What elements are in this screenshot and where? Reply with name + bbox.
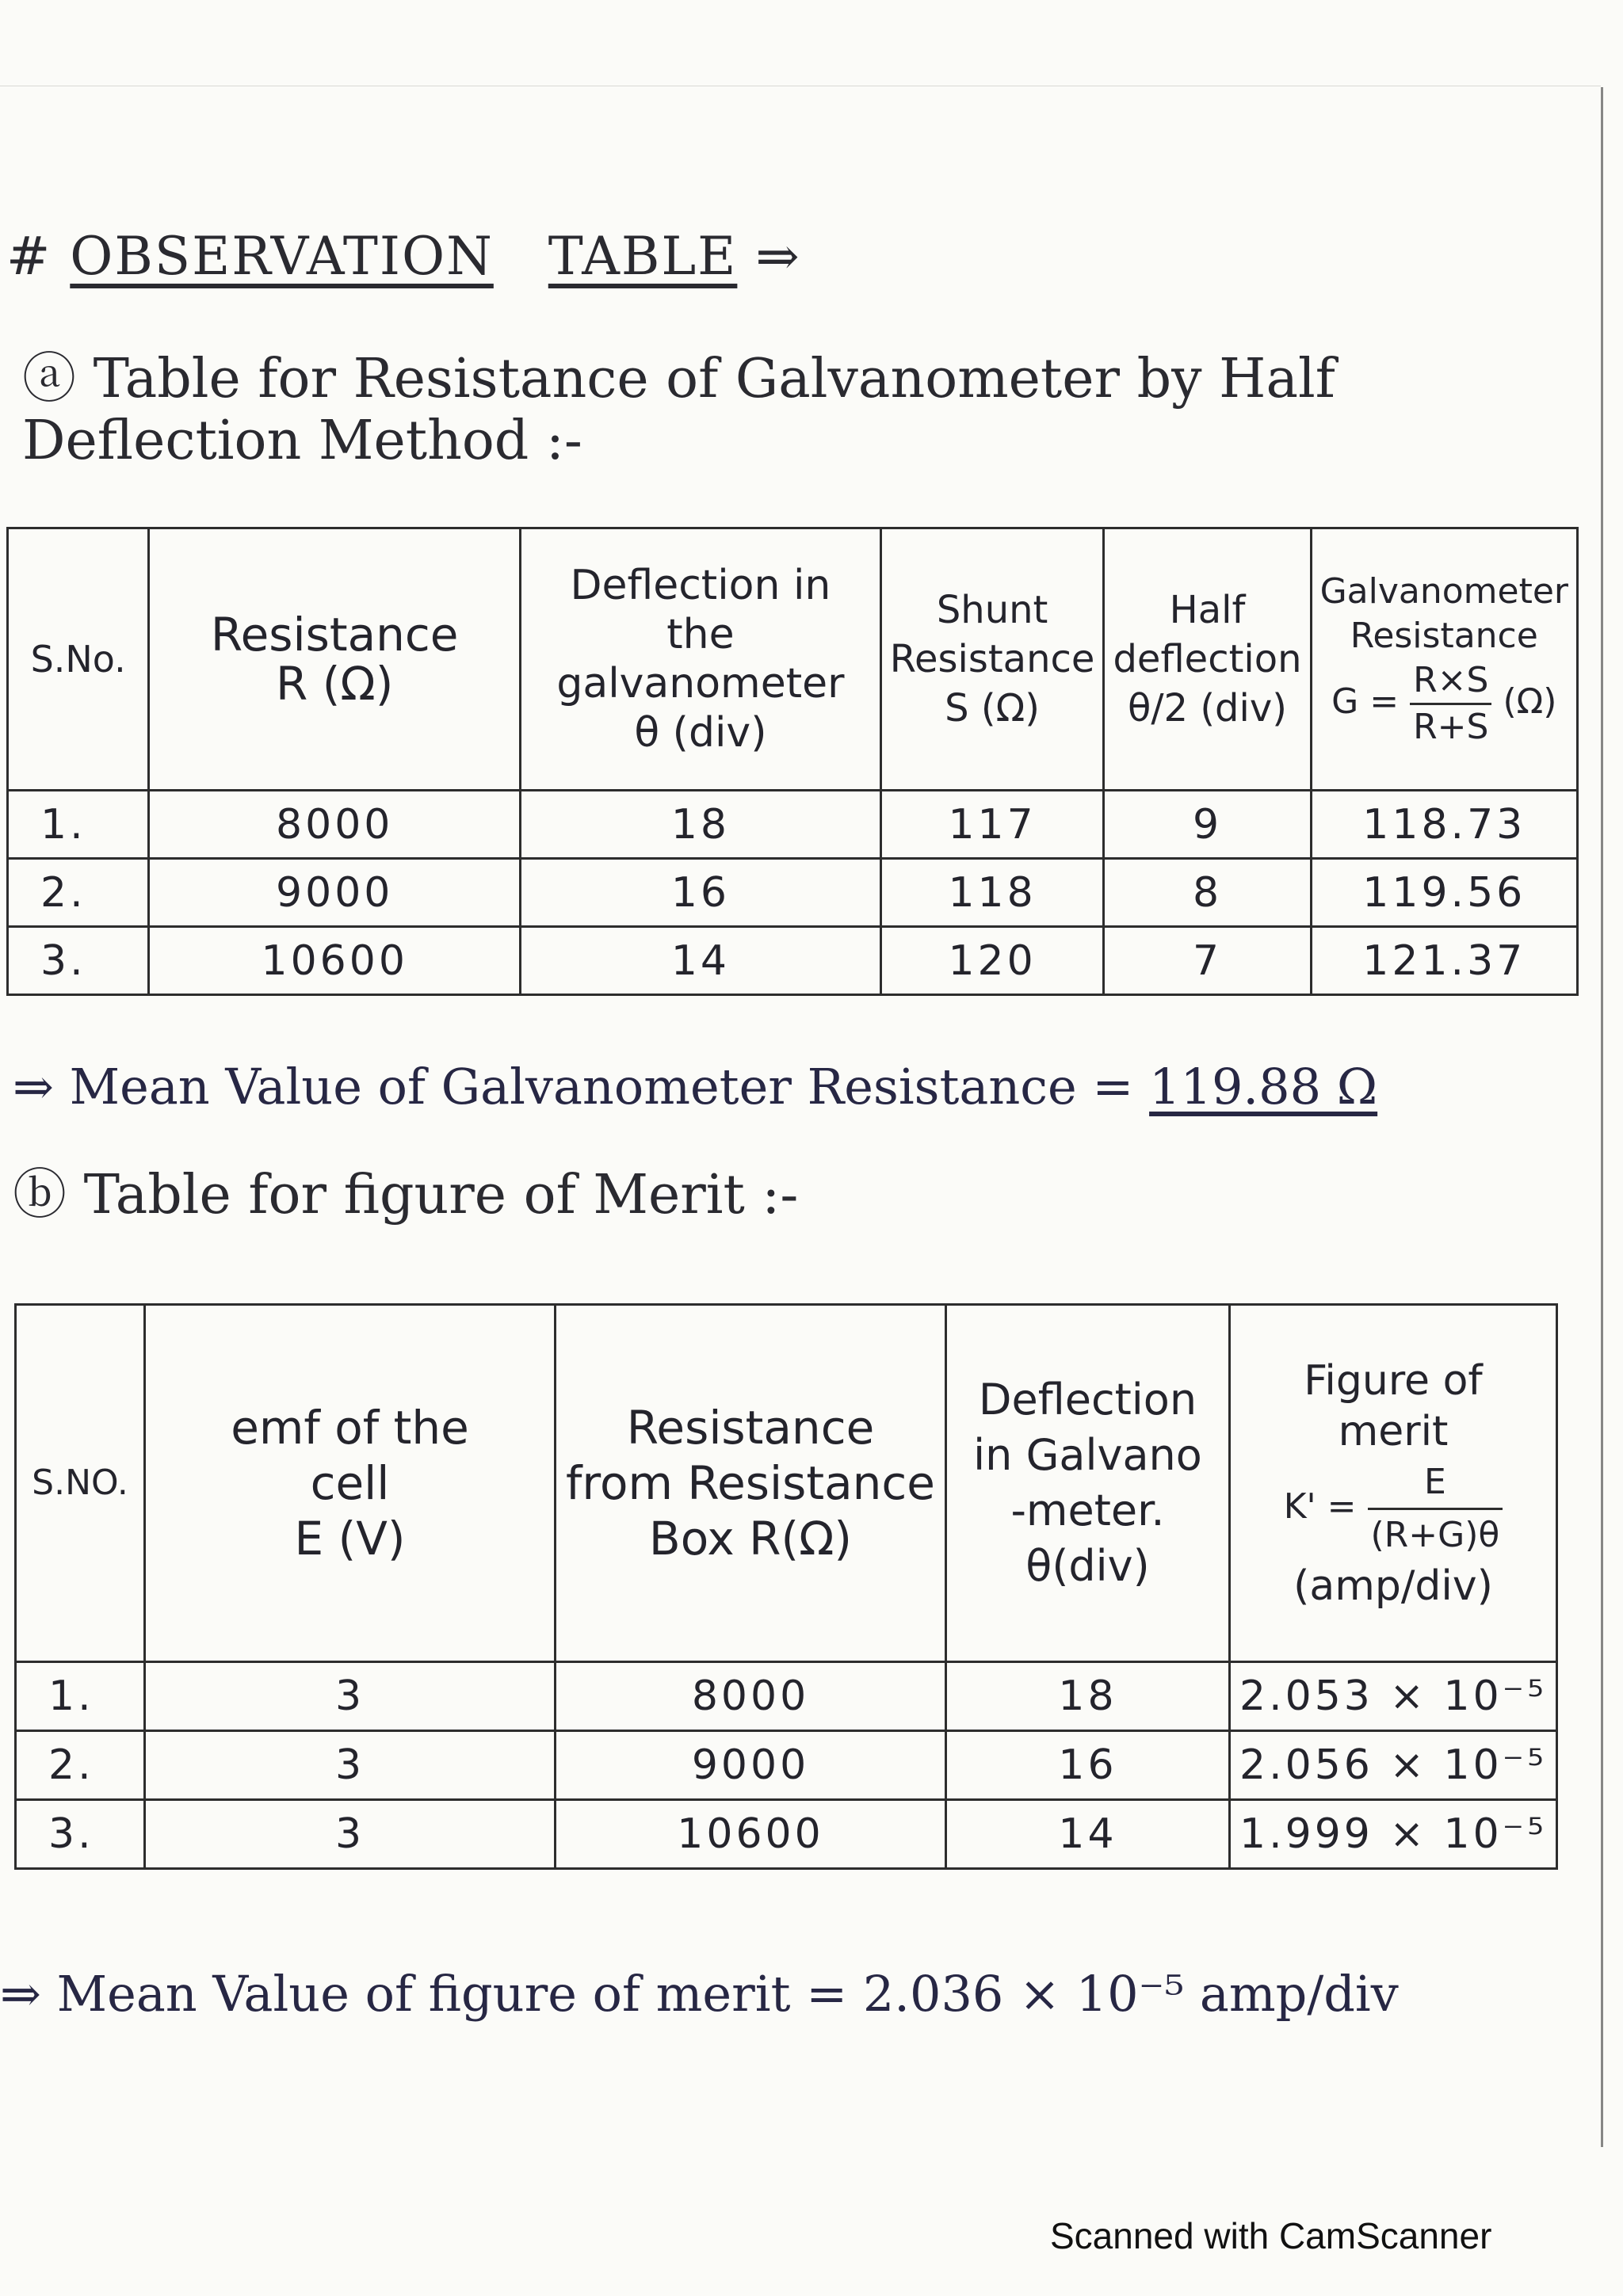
galv-formula xyxy=(1331,659,1557,747)
header-box-label-2: from Resistance xyxy=(566,1456,935,1510)
cell-figure-of-merit: 1.999 × 10⁻⁵ xyxy=(1230,1800,1557,1869)
header-resistance-unit: R (Ω) xyxy=(276,657,394,711)
cell-deflection: 18 xyxy=(521,791,881,859)
cell-deflection: 18 xyxy=(946,1662,1230,1731)
page-heading xyxy=(6,226,801,287)
header-fom-label-2: merit xyxy=(1338,1407,1449,1455)
table-row xyxy=(16,1800,1557,1869)
header-resistance xyxy=(149,528,521,791)
galv-formula-denominator: R+S xyxy=(1413,706,1489,747)
header-defl-label-2: in Galvano xyxy=(973,1430,1202,1480)
header-shunt-unit: S (Ω) xyxy=(945,686,1041,730)
fom-formula-denominator: (R+G)θ xyxy=(1370,1514,1500,1555)
cell-shunt: 117 xyxy=(880,791,1104,859)
cell-shunt: 118 xyxy=(880,859,1104,927)
cell-emf: 3 xyxy=(145,1800,556,1869)
table-row xyxy=(8,791,1578,859)
section-a-title: ⓐ Table for Resistance of Galvanometer by Half Deflection Method :- xyxy=(22,348,1335,472)
heading-arrow: ⇒ xyxy=(755,226,801,287)
header-sno: S.No. xyxy=(8,528,149,791)
mean-a-value: 119.88 Ω xyxy=(1149,1058,1378,1116)
header-shunt-label-2: Resistance xyxy=(889,637,1095,681)
mean-figure-of-merit xyxy=(0,1965,1399,2023)
section-b-title: ⓑ Table for figure of Merit :- xyxy=(13,1164,799,1226)
header-deflection xyxy=(946,1305,1230,1662)
cell-deflection: 14 xyxy=(521,927,881,995)
cell-figure-of-merit: 2.056 × 10⁻⁵ xyxy=(1230,1731,1557,1800)
galv-formula-fraction xyxy=(1410,658,1491,749)
cell-sno: 2. xyxy=(16,1731,145,1800)
cell-sno: 1. xyxy=(8,791,149,859)
header-deflection-label-2: the galvanometer xyxy=(556,611,845,707)
table-row xyxy=(8,859,1578,927)
header-defl-unit: θ(div) xyxy=(1025,1541,1150,1591)
header-fom-label: Figure of xyxy=(1304,1356,1483,1405)
header-box-label: Resistance xyxy=(626,1401,875,1455)
table-header-row xyxy=(16,1305,1557,1662)
cell-emf: 3 xyxy=(145,1662,556,1731)
cell-galvanometer-resistance: 118.73 xyxy=(1311,791,1577,859)
header-galv-label: Galvanometer xyxy=(1319,570,1568,612)
cell-box-resistance: 10600 xyxy=(556,1800,946,1869)
cell-half-deflection: 7 xyxy=(1104,927,1311,995)
cell-resistance: 9000 xyxy=(149,859,521,927)
header-half-label-2: deflection xyxy=(1113,637,1302,681)
table-row xyxy=(8,927,1578,995)
header-emf-label-2: cell xyxy=(310,1456,390,1510)
header-box-resistance xyxy=(556,1305,946,1662)
header-sno: S.NO. xyxy=(16,1305,145,1662)
cell-box-resistance: 9000 xyxy=(556,1731,946,1800)
header-half-unit: θ/2 (div) xyxy=(1127,686,1287,730)
cell-resistance: 8000 xyxy=(149,791,521,859)
table-row xyxy=(16,1662,1557,1731)
fom-formula-numerator: E xyxy=(1368,1457,1503,1510)
header-galvanometer-resistance xyxy=(1311,528,1577,791)
header-shunt xyxy=(880,528,1104,791)
cell-sno: 3. xyxy=(8,927,149,995)
header-half-label: Half xyxy=(1169,588,1246,632)
table-row xyxy=(16,1731,1557,1800)
galv-formula-unit: (Ω) xyxy=(1503,681,1557,722)
cell-half-deflection: 8 xyxy=(1104,859,1311,927)
cell-deflection: 16 xyxy=(946,1731,1230,1800)
cell-figure-of-merit: 2.053 × 10⁻⁵ xyxy=(1230,1662,1557,1731)
fom-formula-prefix: K' = xyxy=(1283,1486,1357,1527)
heading-observation: OBSERVATION xyxy=(70,226,494,287)
figure-of-merit-table xyxy=(14,1303,1558,1870)
cell-deflection: 16 xyxy=(521,859,881,927)
cell-shunt: 120 xyxy=(880,927,1104,995)
page-right-edge xyxy=(1601,87,1603,2147)
header-galv-label-2: Resistance xyxy=(1350,615,1538,656)
heading-hash: # xyxy=(6,226,52,287)
cell-sno: 1. xyxy=(16,1662,145,1731)
mean-a-label: ⇒ Mean Value of Galvanometer Resistance = xyxy=(13,1058,1134,1116)
galv-formula-prefix: G = xyxy=(1331,681,1400,722)
header-defl-label: Deflection xyxy=(978,1375,1197,1425)
header-deflection xyxy=(521,528,881,791)
header-emf-label: emf of the xyxy=(231,1401,469,1455)
cell-box-resistance: 8000 xyxy=(556,1662,946,1731)
table-header-row xyxy=(8,528,1578,791)
fom-formula-fraction xyxy=(1368,1457,1503,1561)
header-deflection-unit: θ (div) xyxy=(634,709,767,757)
cell-resistance: 10600 xyxy=(149,927,521,995)
mean-b-label: ⇒ Mean Value of figure of merit = xyxy=(0,1965,848,2023)
header-emf-unit: E (V) xyxy=(294,1512,406,1566)
cell-sno: 2. xyxy=(8,859,149,927)
header-figure-of-merit xyxy=(1230,1305,1557,1662)
mean-b-value: 2.036 × 10⁻⁵ amp/div xyxy=(862,1965,1399,2023)
header-fom-unit: (amp/div) xyxy=(1293,1562,1493,1610)
camscanner-watermark: Scanned with CamScanner xyxy=(1050,2215,1492,2256)
header-half-deflection xyxy=(1104,528,1311,791)
header-resistance-label: Resistance xyxy=(210,608,459,662)
cell-emf: 3 xyxy=(145,1731,556,1800)
header-shunt-label: Shunt xyxy=(936,588,1048,632)
header-emf xyxy=(145,1305,556,1662)
galvanometer-resistance-table xyxy=(6,527,1579,996)
header-deflection-label: Deflection in xyxy=(570,562,831,609)
cell-half-deflection: 9 xyxy=(1104,791,1311,859)
header-defl-label-3: -meter. xyxy=(1010,1486,1165,1535)
cell-galvanometer-resistance: 119.56 xyxy=(1311,859,1577,927)
galv-formula-numerator: R×S xyxy=(1410,658,1491,705)
cell-deflection: 14 xyxy=(946,1800,1230,1869)
cell-sno: 3. xyxy=(16,1800,145,1869)
cell-galvanometer-resistance: 121.37 xyxy=(1311,927,1577,995)
header-box-unit: Box R(Ω) xyxy=(648,1512,853,1566)
heading-table: TABLE xyxy=(548,226,738,287)
mean-galvanometer-resistance xyxy=(13,1058,1377,1116)
